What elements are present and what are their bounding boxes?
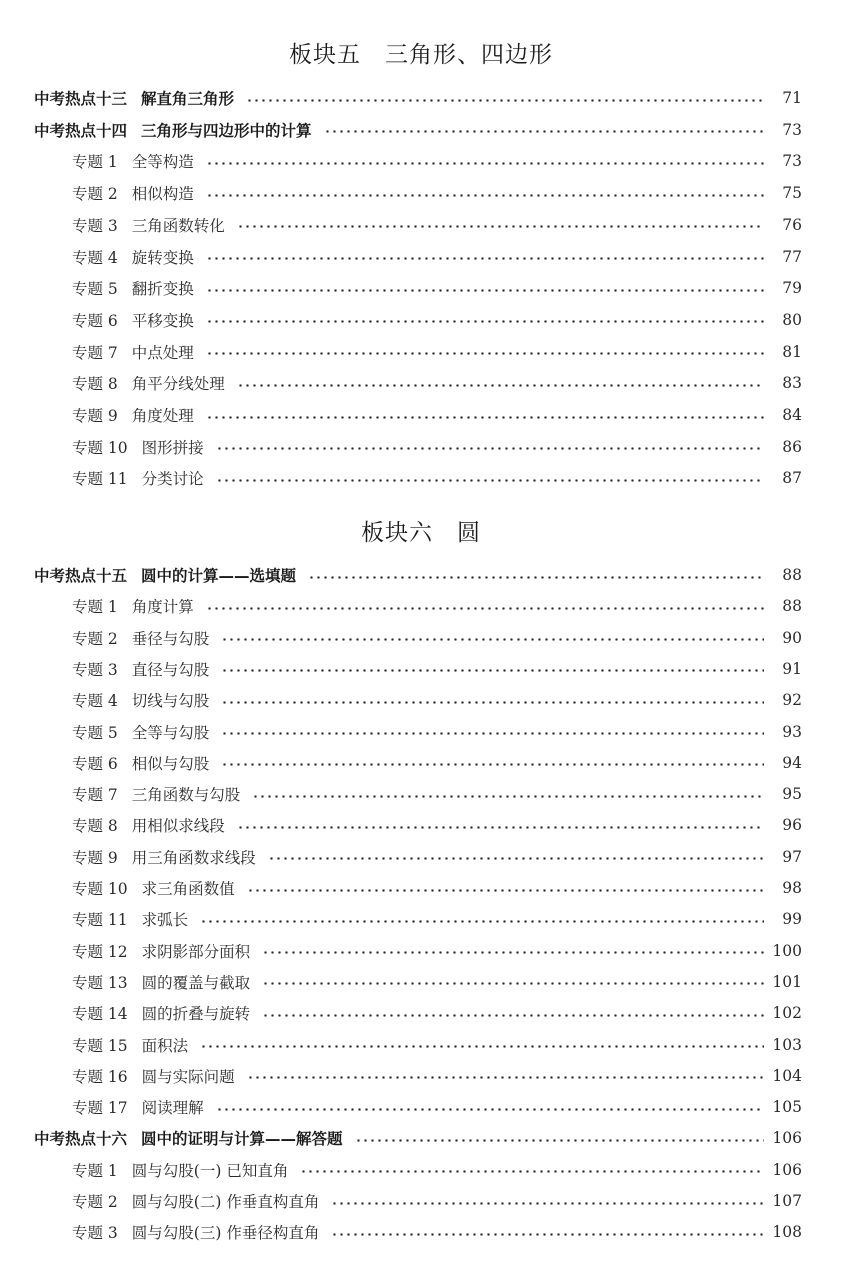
entry-title: 用相似求线段 <box>131 817 225 836</box>
entry-title: 圆的覆盖与截取 <box>141 973 251 992</box>
entry-title: 相似构造 <box>131 185 194 204</box>
dot-leader <box>247 889 764 892</box>
entry-number: 专题 3 <box>72 1224 118 1243</box>
entry-number: 专题 2 <box>72 629 118 648</box>
dot-leader <box>324 130 764 133</box>
dot-leader <box>237 225 764 228</box>
toc-topic-entry[interactable] <box>0 1033 842 1057</box>
entry-number: 专题 16 <box>72 1067 128 1086</box>
page-number: 108 <box>772 1223 802 1242</box>
entry-number: 专题 8 <box>72 375 118 394</box>
dot-leader <box>200 1045 764 1048</box>
entry-number: 中考热点十四 <box>34 121 128 140</box>
entry-title: 图形拼接 <box>141 438 204 457</box>
page-number: 106 <box>772 1129 802 1148</box>
toc-topic-entry[interactable] <box>0 245 842 269</box>
entry-number: 专题 7 <box>72 343 118 362</box>
dot-leader <box>216 1108 764 1111</box>
toc-topic-entry[interactable] <box>0 371 842 395</box>
page-number: 71 <box>782 89 802 107</box>
dot-leader <box>252 795 764 798</box>
entry-number: 专题 5 <box>72 280 118 299</box>
page-number: 105 <box>772 1098 802 1117</box>
entry-number: 专题 3 <box>72 660 118 679</box>
entry-number: 专题 4 <box>72 692 118 711</box>
entry-title: 圆与勾股(一) 已知直角 <box>131 1161 289 1180</box>
entry-title: 旋转变换 <box>131 248 194 267</box>
page-number: 84 <box>782 406 802 424</box>
entry-number: 专题 8 <box>72 817 118 836</box>
page-number: 80 <box>782 310 802 329</box>
toc-topic-entry[interactable] <box>0 657 842 681</box>
entry-number: 专题 2 <box>72 185 118 204</box>
page-number: 73 <box>782 152 802 171</box>
entry-number: 专题 10 <box>72 438 128 457</box>
entry-title: 平移变换 <box>131 311 194 330</box>
entry-number: 专题 10 <box>72 880 128 898</box>
toc-topic-entry[interactable] <box>0 213 842 237</box>
entry-title: 全等与勾股 <box>131 723 210 742</box>
entry-title: 求三角函数值 <box>141 880 235 898</box>
toc-topic-entry[interactable] <box>0 1095 842 1119</box>
page-number: 88 <box>782 566 802 584</box>
page-number: 86 <box>782 437 802 456</box>
entry-number: 专题 11 <box>72 470 128 489</box>
entry-title: 全等构造 <box>131 153 194 172</box>
dot-leader <box>331 1233 764 1236</box>
dot-leader <box>300 1170 764 1173</box>
dot-leader <box>206 607 764 610</box>
entry-number: 专题 15 <box>72 1036 128 1055</box>
entry-number: 专题 7 <box>72 786 118 805</box>
entry-title: 三角函数转化 <box>131 216 225 235</box>
entry-number: 专题 1 <box>72 598 118 617</box>
entry-title: 角平分线处理 <box>131 375 225 394</box>
entry-number: 中考热点十六 <box>34 1130 128 1149</box>
entry-title: 圆中的计算——选填题 <box>141 567 297 585</box>
toc-topic-entry[interactable] <box>0 435 842 459</box>
toc-topic-entry[interactable] <box>0 876 842 900</box>
page-number: 93 <box>782 722 802 741</box>
dot-leader <box>262 951 764 954</box>
dot-leader <box>247 1076 764 1079</box>
page-number: 91 <box>782 659 802 678</box>
entry-title: 圆与实际问题 <box>141 1067 235 1086</box>
entry-number: 专题 9 <box>72 848 118 867</box>
toc-topic-entry[interactable] <box>0 308 842 332</box>
dot-leader <box>221 701 764 704</box>
entry-number: 专题 3 <box>72 216 118 235</box>
toc-topic-entry[interactable] <box>0 1189 842 1213</box>
toc-topic-entry[interactable] <box>0 181 842 205</box>
page-number: 79 <box>782 279 802 298</box>
dot-leader <box>206 320 764 323</box>
entry-title: 中点处理 <box>131 343 194 362</box>
dot-leader <box>355 1139 764 1142</box>
entry-title: 相似与勾股 <box>131 754 210 773</box>
dot-leader <box>221 669 764 672</box>
entry-title: 三角形与四边形中的计算 <box>141 121 312 140</box>
toc-topic-entry[interactable] <box>0 1001 842 1025</box>
entry-number: 专题 13 <box>72 973 128 992</box>
dot-leader <box>216 479 764 482</box>
entry-title: 圆的折叠与旋转 <box>141 1005 251 1024</box>
toc-topic-entry[interactable] <box>0 813 842 837</box>
dot-leader <box>308 576 764 579</box>
dot-leader <box>206 194 764 197</box>
toc-topic-entry[interactable] <box>0 907 842 931</box>
entry-title: 用三角函数求线段 <box>131 848 256 867</box>
toc-topic-entry[interactable] <box>0 970 842 994</box>
entry-title: 直径与勾股 <box>131 660 210 679</box>
entry-title: 解直角三角形 <box>141 90 235 108</box>
page-number: 100 <box>772 941 802 960</box>
entry-title: 圆中的证明与计算——解答题 <box>141 1130 343 1149</box>
entry-number: 专题 1 <box>72 153 118 172</box>
entry-title: 切线与勾股 <box>131 692 210 711</box>
entry-number: 专题 6 <box>72 311 118 330</box>
toc-topic-entry[interactable] <box>0 782 842 806</box>
page-number: 76 <box>782 215 802 234</box>
page-number: 97 <box>782 847 802 866</box>
entry-title: 阅读理解 <box>141 1099 204 1118</box>
toc-topic-entry[interactable] <box>0 594 842 618</box>
page-number: 99 <box>782 910 802 929</box>
toc-topic-entry[interactable] <box>0 1220 842 1244</box>
page-number: 103 <box>772 1035 802 1054</box>
entry-number: 专题 11 <box>72 911 128 930</box>
toc-hotspot-entry[interactable] <box>0 118 842 142</box>
toc-hotspot-entry[interactable] <box>0 86 842 110</box>
toc-topic-entry[interactable] <box>0 1064 842 1088</box>
entry-number: 专题 4 <box>72 248 118 267</box>
section-title: 板块五 三角形、四边形 <box>289 42 553 68</box>
page-number: 90 <box>782 628 802 647</box>
page-number: 98 <box>782 879 802 897</box>
page-number: 106 <box>772 1160 802 1179</box>
dot-leader <box>206 257 764 260</box>
entry-number: 专题 6 <box>72 754 118 773</box>
page-number: 83 <box>782 374 802 393</box>
page-number: 73 <box>782 120 802 139</box>
toc-hotspot-entry[interactable] <box>0 1126 842 1150</box>
toc-topic-entry[interactable] <box>0 751 842 775</box>
dot-leader <box>221 638 764 641</box>
entry-number: 专题 12 <box>72 942 128 961</box>
toc-topic-entry[interactable] <box>0 720 842 744</box>
entry-number: 专题 1 <box>72 1161 118 1180</box>
page-number: 92 <box>782 691 802 710</box>
page-number: 75 <box>782 184 802 203</box>
toc-hotspot-entry[interactable] <box>0 563 842 587</box>
entry-title: 三角函数与勾股 <box>131 786 241 805</box>
page-number: 94 <box>782 753 802 772</box>
entry-number: 专题 5 <box>72 723 118 742</box>
toc-topic-entry[interactable] <box>0 688 842 712</box>
entry-number: 专题 17 <box>72 1099 128 1118</box>
toc-topic-entry[interactable] <box>0 939 842 963</box>
entry-number: 专题 14 <box>72 1005 128 1024</box>
entry-title: 求阴影部分面积 <box>141 942 251 961</box>
entry-title: 翻折变换 <box>131 280 194 299</box>
page-number: 101 <box>772 972 802 991</box>
dot-leader <box>221 732 764 735</box>
dot-leader <box>216 447 764 450</box>
page-number: 96 <box>782 816 802 835</box>
entry-number: 专题 9 <box>72 407 118 425</box>
dot-leader <box>268 857 764 860</box>
page-number: 102 <box>772 1004 802 1023</box>
toc-topic-entry[interactable] <box>0 403 842 427</box>
toc-topic-entry[interactable] <box>0 1158 842 1182</box>
page-number: 87 <box>782 469 802 488</box>
dot-leader <box>262 1014 764 1017</box>
page-number: 88 <box>782 597 802 616</box>
toc-topic-entry[interactable] <box>0 466 842 490</box>
dot-leader <box>206 289 764 292</box>
toc-topic-entry[interactable] <box>0 340 842 364</box>
entry-title: 垂径与勾股 <box>131 629 210 648</box>
dot-leader <box>221 763 764 766</box>
entry-number: 中考热点十五 <box>34 567 128 585</box>
dot-leader <box>246 99 764 102</box>
dot-leader <box>200 920 764 923</box>
page-number: 77 <box>782 247 802 266</box>
entry-number: 专题 2 <box>72 1193 118 1211</box>
page-number: 81 <box>782 342 802 361</box>
page-number: 107 <box>772 1192 802 1210</box>
entry-title: 角度计算 <box>131 598 194 617</box>
dot-leader <box>237 826 764 829</box>
dot-leader <box>331 1202 764 1205</box>
dot-leader <box>206 416 764 419</box>
entry-title: 求弧长 <box>141 911 189 930</box>
entry-title: 面积法 <box>141 1036 189 1055</box>
toc-topic-entry[interactable] <box>0 845 842 869</box>
dot-leader <box>262 982 764 985</box>
entry-number: 中考热点十三 <box>34 90 128 108</box>
entry-title: 分类讨论 <box>141 470 204 489</box>
entry-title: 角度处理 <box>131 407 194 425</box>
dot-leader <box>206 352 764 355</box>
entry-title: 圆与勾股(二) 作垂直构直角 <box>131 1193 320 1211</box>
entry-title: 圆与勾股(三) 作垂径构直角 <box>131 1224 320 1243</box>
page-number: 104 <box>772 1066 802 1085</box>
page-number: 95 <box>782 785 802 804</box>
dot-leader <box>237 384 764 387</box>
section-title: 板块六 圆 <box>361 520 481 546</box>
dot-leader <box>206 162 764 165</box>
toc-topic-entry[interactable] <box>0 149 842 173</box>
toc-topic-entry[interactable] <box>0 276 842 300</box>
toc-topic-entry[interactable] <box>0 626 842 650</box>
